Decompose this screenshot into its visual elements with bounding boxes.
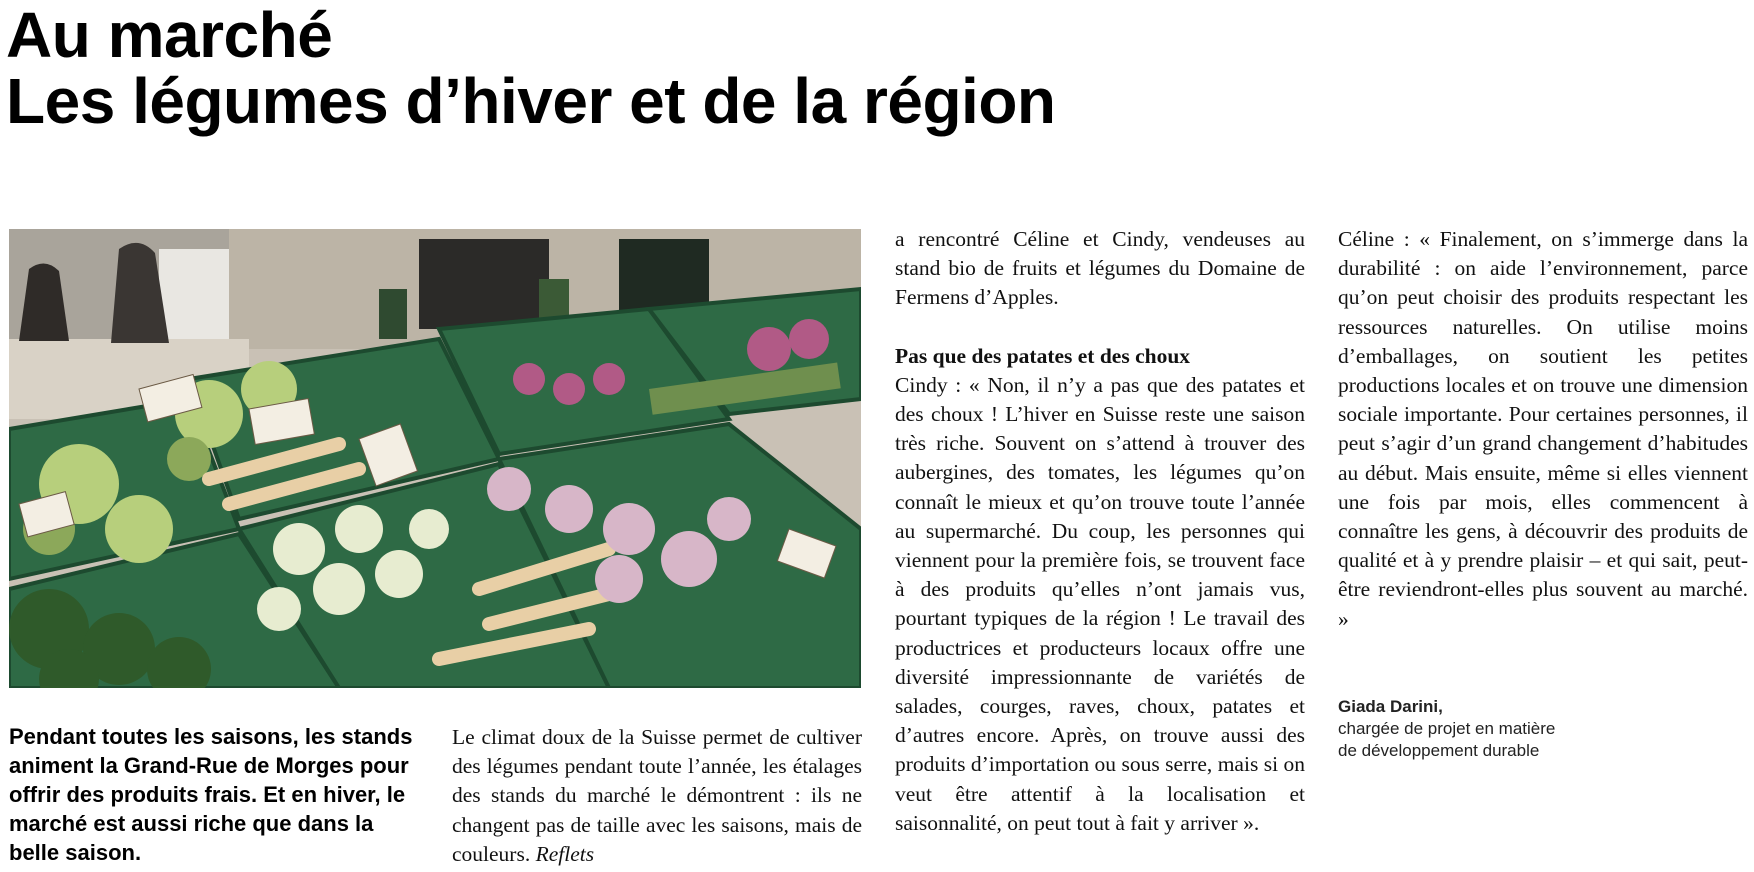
title-line-1: Au marché	[6, 0, 333, 71]
article-column-3	[1338, 225, 1748, 634]
market-vegetable-stand-photo	[9, 229, 861, 688]
article-subheading: Pas que des patates et des choux	[895, 343, 1191, 368]
article-column-1	[452, 723, 862, 869]
author-role-line-2: de développement durable	[1338, 741, 1540, 760]
article-column-2	[895, 225, 1305, 838]
column1-paragraph	[452, 723, 862, 869]
article-lead: Pendant toutes les saisons, les stands animent la Grand-Rue de Morges pour offrir des produits frais. Et en hiver, le marché est aussi riche que dans la belle saison.	[9, 724, 413, 865]
author-signature	[1338, 696, 1738, 762]
paragraph-gap	[895, 313, 1305, 342]
article-title	[6, 0, 1056, 137]
column1-text: Le climat doux de la Suisse permet de cultiver des légumes pendant toute l’année, les étalages des stands du marché le démontrent : ils ne changent pas de taille avec les saisons, mais de couleurs.	[452, 725, 862, 866]
author-role-line-1: chargée de projet en matière	[1338, 719, 1556, 738]
column1-italic-word: Reflets	[535, 841, 595, 866]
column3-body: Céline : « Finalement, on s’immerge dans la durabilité : on aide l’environnement, parce qu’on peut choisir des produits respectant les ressources naturelles. On utilise moins d’emballages, on soutient les petites productions locales et on trouve une dimension sociale importante. Pour certaines personnes, il peut s’agir d’un grand changement d’habitudes au début. Mais ensuite, même si elles viennent une fois par mois, elles commencent à connaître les gens, à découvrir des produits de qualité et à y prendre plaisir – et qui sait, peut-être reviendront-elles plus souvent au marché. »	[1338, 227, 1748, 631]
photo-illustration	[9, 229, 861, 688]
author-name: Giada Darini,	[1338, 697, 1443, 716]
title-line-2: Les légumes d’hiver et de la région	[6, 65, 1056, 137]
column2-body: Cindy : « Non, il n’y a pas que des patates et des choux ! L’hiver en Suisse reste une saison très riche. Souvent on s’attend à trouver des aubergines, des tomates, les légumes qu’on connaît le mieux et qu’on trouve toute l’année au supermarché. Du coup, les personnes qui viennent pour la première fois, se trouvent face à des produits qu’elles n’ont jamais vus, pourtant typiques de la région ! Le travail des productrices et producteurs locaux offre une diversité impressionnante de variétés de salades, courges, raves, choux, patates et d’autres encore. Après, on trouve aussi des produits d’importation ou sous serre, mais si on veut être attentif à la localisation et saisonnalité, on peut tout à fait y arriver ».	[895, 372, 1305, 835]
column2-intro: a rencontré Céline et Cindy, vendeuses au stand bio de fruits et légumes du Domaine de Fermens d’Apples.	[895, 227, 1305, 310]
